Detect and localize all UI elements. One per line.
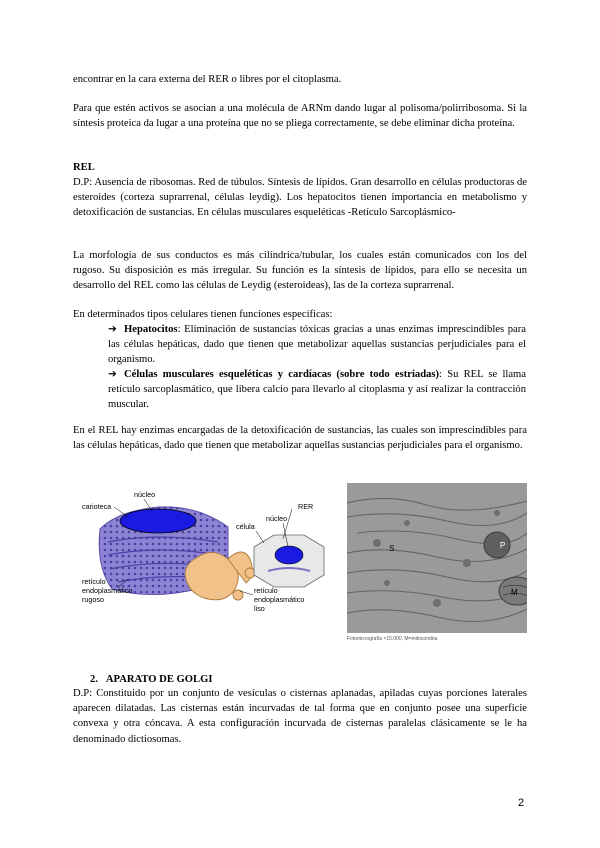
section-heading-golgi <box>90 672 490 687</box>
paragraph-polisoma: Para que estén activos se asocian a una molécula de ARNm dando lugar al polisoma/polirribosoma. Si la síntesis proteica da lugar a una proteína que no se pliega correctamente, se debe eliminar dicha proteína. <box>73 103 527 130</box>
bullet-musculares-title: Células musculares esqueléticas y cardíacas (sobre todo estriadas) <box>124 369 440 380</box>
label-rer-rugoso-2: endoplasmático <box>82 586 133 595</box>
micro-label-p: P <box>500 541 506 550</box>
micro-label-m: M <box>511 588 518 597</box>
label-rel-liso-1: retículo <box>254 586 278 595</box>
section-title: APARATO DE GOLGI <box>105 674 213 685</box>
bullet-musculares-text: : Su REL se llama retículo sarcoplasmático, que libera calcio para llevarlo al citoplasma y así realizar la contracción muscular. <box>108 369 526 411</box>
nucleus-shape <box>120 509 196 533</box>
label-rel-liso-3: liso <box>254 604 265 613</box>
label-carioteca: carioteca <box>82 502 112 511</box>
label-celula: célula <box>236 522 255 531</box>
reticulum-diagram <box>78 487 340 615</box>
bullet-hepatocitos-text: : Eliminación de sustancias tóxicas gracias a unas enzimas imprescindibles para las células hepáticas, dado que tienen que metabolizar aquellas sustancias perjudiciales para el organismo. <box>108 324 526 366</box>
label-nucleo-small: núcleo <box>266 514 288 523</box>
bullet-musculares <box>108 367 526 413</box>
micro-label-s: S <box>389 544 395 553</box>
page-number: 2 <box>518 797 525 809</box>
label-nucleo: núcleo <box>134 490 156 499</box>
micrograph-image <box>347 483 527 633</box>
arrow-icon: ➔ <box>108 324 117 335</box>
bullet-hepatocitos-title: Hepatocitos <box>124 324 178 335</box>
micro-structure-p <box>484 532 510 558</box>
paragraph-golgi-dp: D.P: Constituido por un conjunto de vesículas o cisternas aplanadas, apiladas cuyas porciones laterales aparecen dilatadas. Las cisternas están incurvadas de tal forma que en conjunto posee una superficie convexa y otra cóncava. A esta configuración incurvada de cisternas paralelas clásicamente se le ha denominado dictiosomas. <box>73 688 527 745</box>
bullet-hepatocitos <box>108 322 526 368</box>
label-rer-rugoso-3: rugoso <box>82 595 104 604</box>
cell-icon <box>254 535 324 587</box>
paragraph-intro: encontrar en la cara externa del RER o libres por el citoplasma. <box>73 74 342 85</box>
paragraph-functions-intro: En determinados tipos celulares tienen funciones específicas: <box>73 309 333 320</box>
label-rer-rugoso-1: retículo <box>82 577 106 586</box>
micrograph-caption: Fotomicrografía ×15.000, M=mitocondria <box>347 636 438 642</box>
arrow-icon: ➔ <box>108 369 117 380</box>
paragraph-rel-enzimas: En el REL hay enzimas encargadas de la detoxificación de sustancias, las cuales son imprescindibles para las células hepáticas, dado que tienen que metabolizar aquellas sustancias perjudiciales para el organismo. <box>73 425 527 452</box>
rel-tubes <box>185 552 255 600</box>
section-number: 2. <box>90 674 98 685</box>
paragraph-rel-morphology: La morfología de sus conductos es más cilíndrica/tubular, los cuales están comunicados con los del rugoso. Su disposición es más irregular. Su función es la síntesis de lípidos, para ello se necesita un desarrollo del REL como las células de Leydig (esteroideas), las de la corteza suprarrenal. <box>73 250 527 292</box>
paragraph-rel-dp: D.P: Ausencia de ribosomas. Red de túbulos. Síntesis de lípidos. Gran desarrollo en células productoras de esteroides (corteza suprarrenal, células leydig). Los hepatocitos tienen importancia en metabolismo y detoxificación de sustancias. En células musculares esqueléticas -Retículo Sarcoplásmico- <box>73 177 527 219</box>
label-rer: RER <box>298 502 314 511</box>
label-rel-liso-2: endoplasmático <box>254 595 305 604</box>
section-heading-rel: REL <box>73 162 95 173</box>
